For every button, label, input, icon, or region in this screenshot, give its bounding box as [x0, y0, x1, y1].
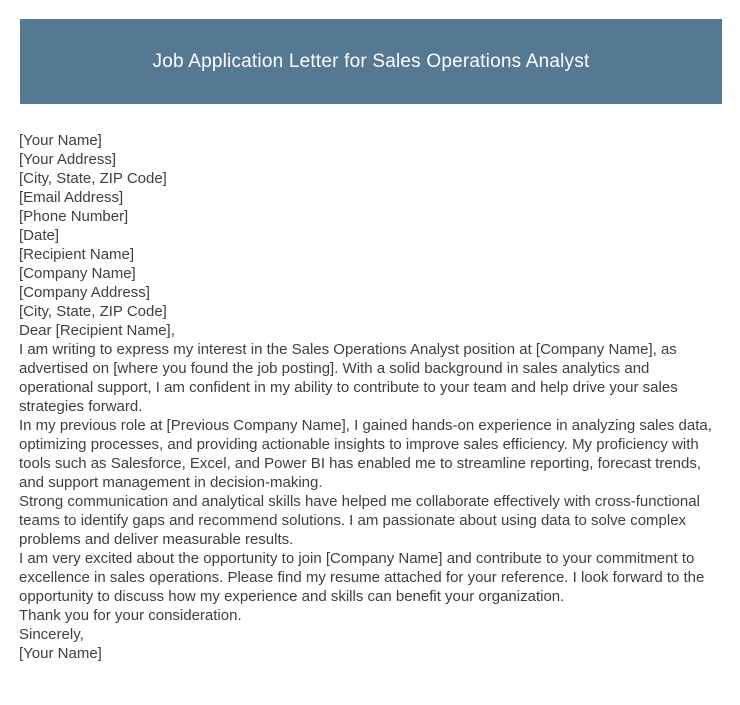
- company-name: [Company Name]: [19, 265, 136, 282]
- signoff: Sincerely,: [19, 626, 84, 643]
- sender-name: [Your Name]: [19, 132, 102, 149]
- page-title: Job Application Letter for Sales Operations Analyst: [152, 50, 590, 72]
- company-address: [Company Address]: [19, 284, 150, 301]
- closing-line: Thank you for your consideration.: [19, 607, 242, 624]
- sender-address: [Your Address]: [19, 151, 117, 168]
- paragraph-enthusiasm: I am very excited about the opportunity to join [Company Name] and contribute to your commitment to excellence in sales operations. Please find my resume attached for your reference. I look forward to the opportunity to discuss how my experience and skills can benefit your organization.: [19, 550, 705, 605]
- sender-phone: [Phone Number]: [19, 208, 129, 225]
- paragraph-skills: Strong communication and analytical skills have helped me collaborate effectively with cross-functional teams to identify gaps and recommend solutions. I am passionate about using data to solve complex problems and deliver measurable results.: [19, 493, 700, 548]
- signature: [Your Name]: [19, 645, 102, 662]
- sender-email: [Email Address]: [19, 189, 124, 206]
- salutation: Dear [Recipient Name],: [19, 322, 175, 339]
- paragraph-intro: I am writing to express my interest in the Sales Operations Analyst position at [Company Name], as advertised on [where you found the job posting]. With a solid background in sales analytics and operational support, I am confident in my ability to contribute to your team and help drive your sales strategies forward.: [19, 341, 678, 415]
- recipient-city-state-zip: [City, State, ZIP Code]: [19, 303, 167, 320]
- paragraph-experience: In my previous role at [Previous Company Name], I gained hands-on experience in analyzing sales data, optimizing processes, and providing actionable insights to improve sales efficiency. My proficiency with tools such as Salesforce, Excel, and Power BI has enabled me to streamline reporting, forecast trends, and support management in decision-making.: [19, 417, 712, 491]
- sender-city-state-zip: [City, State, ZIP Code]: [19, 170, 167, 187]
- header-band: [20, 19, 722, 104]
- date-line: [Date]: [19, 227, 60, 244]
- letter-body: [19, 131, 721, 663]
- recipient-name: [Recipient Name]: [19, 246, 135, 263]
